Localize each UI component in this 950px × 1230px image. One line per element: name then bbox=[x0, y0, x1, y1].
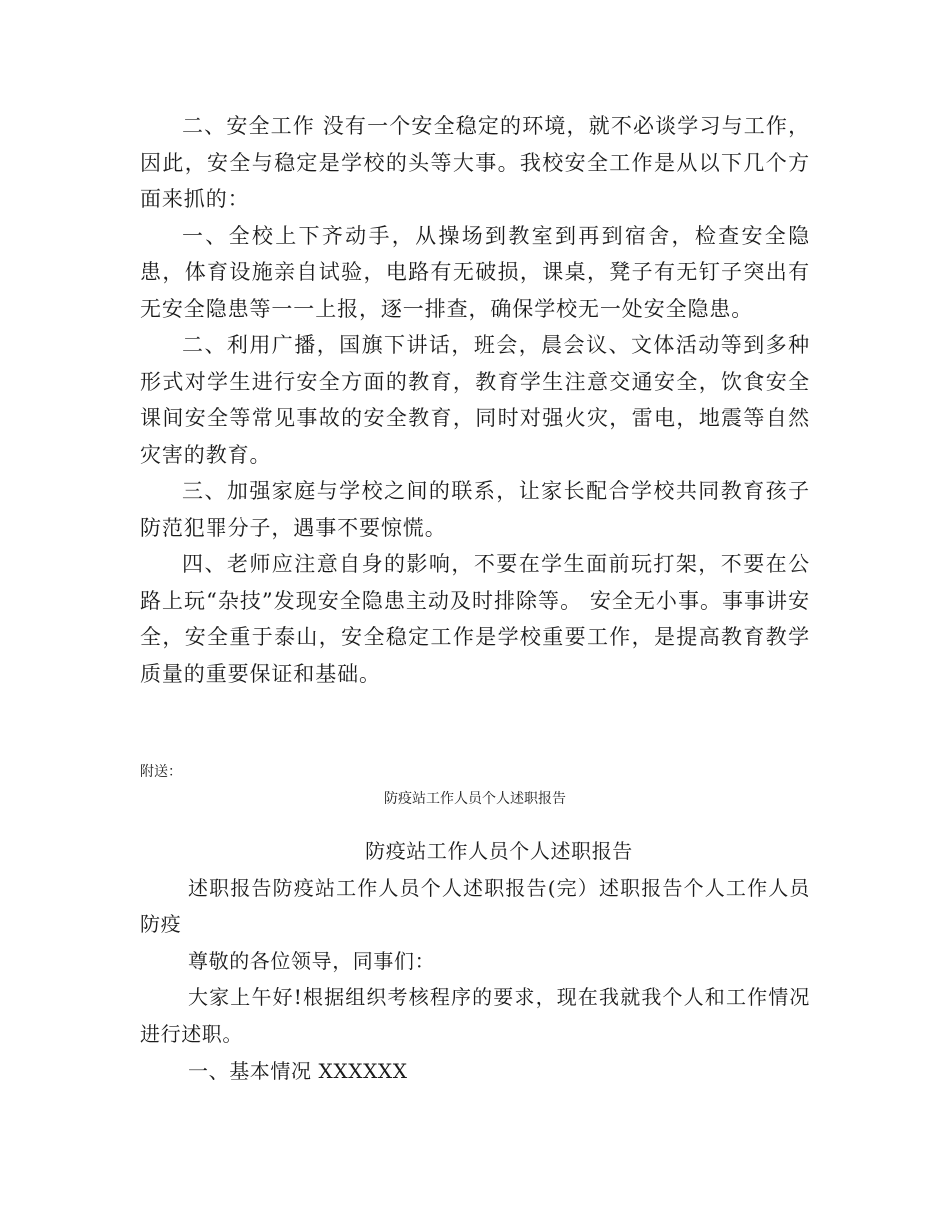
paragraph-report-basic-info: 一、基本情况 XXXXXX bbox=[188, 1058, 408, 1083]
paragraph-safety-point-3: 三、加强家庭与学校之间的联系，让家长配合学校共同教育孩子防范犯罪分子，遇事不要惊慌。 bbox=[140, 479, 810, 540]
paragraph-safety-intro: 二、安全工作 没有一个安全稳定的环境，就不必谈学习与工作，因此，安全与稳定是学校的头等大事。我校安全工作是从以下几个方面来抓的： bbox=[140, 114, 810, 211]
paragraph-safety-point-1: 一、全校上下齐动手，从操场到教室到再到宿舍，检查安全隐患，体育设施亲自试验，电路有无破损，课桌，凳子有无钉子突出有无安全隐患等一一上报，逐一排查，确保学校无一处安全隐患。 bbox=[140, 223, 810, 321]
appendix-label: 附送： bbox=[140, 764, 182, 780]
paragraph-safety-point-4: 四、老师应注意自身的影响，不要在学生面前玩打架，不要在公路上玩“杂技”发现安全隐患主动及时排除等。 安全无小事。事事讲安全，安全重于泰山，安全稳定工作是学校重要工作，是提高教育教学质量的重要保证和基础。 bbox=[140, 552, 810, 686]
report-title: 防疫站工作人员个人述职报告 bbox=[365, 839, 633, 863]
paragraph-report-opening: 大家上午好!根据组织考核程序的要求，现在我就我个人和工作情况进行述职。 bbox=[140, 985, 810, 1046]
paragraph-report-greeting: 尊敬的各位领导，同事们： bbox=[188, 948, 436, 973]
safety-work-section bbox=[140, 108, 810, 692]
appendix-small-title: 防疫站工作人员个人述职报告 bbox=[384, 791, 566, 807]
report-section bbox=[140, 833, 810, 1089]
paragraph-safety-point-2: 二、利用广播，国旗下讲话，班会，晨会议、文体活动等到多种形式对学生进行安全方面的教育，教育学生注意交通安全，饮食安全课间安全等常见事故的安全教育，同时对强火灾，雷电，地震等自然灾害的教育。 bbox=[140, 333, 810, 467]
paragraph-report-keywords: 述职报告防疫站工作人员个人述职报告(完）述职报告个人工作人员防疫 bbox=[140, 875, 810, 937]
